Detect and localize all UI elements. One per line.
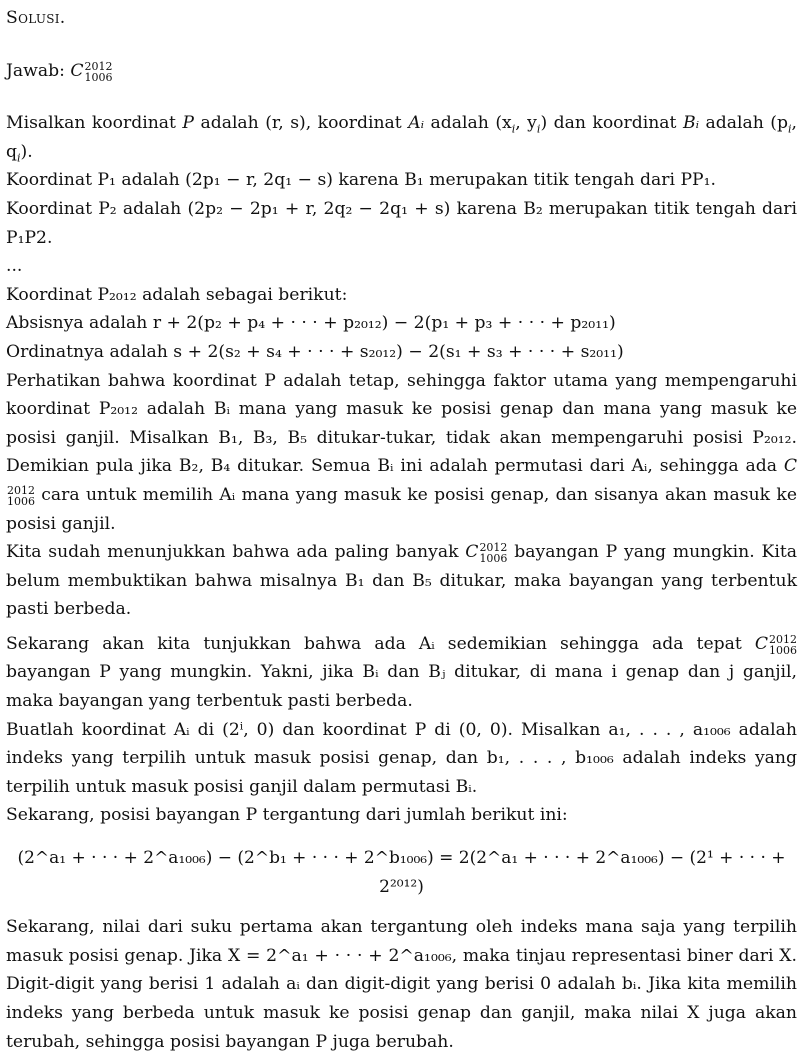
paragraph-ellipsis: ... bbox=[6, 256, 23, 277]
sub-i: i bbox=[536, 122, 541, 136]
binom-top: 2012 bbox=[7, 483, 35, 497]
inline-binom bbox=[479, 542, 507, 564]
binom-bottom: 1006 bbox=[479, 552, 508, 566]
binom-top: 2012 bbox=[769, 632, 797, 646]
text-run: , y bbox=[515, 113, 537, 134]
paragraph-p1: Koordinat P₁ adalah (2p₁ − r, 2q₁ − s) karena B₁ merupakan titik tengah dari PP₁. bbox=[6, 170, 716, 191]
var-ai: Aᵢ bbox=[408, 113, 425, 134]
answer-line bbox=[6, 57, 797, 86]
text-run: bayangan P yang mungkin. Kita belum membuktikan bahwa misalnya B₁ dan B₅ ditukar, maka bayangan yang terbentuk pasti berbeda. bbox=[6, 542, 797, 620]
paragraph-observation bbox=[6, 367, 797, 539]
paragraph-p2012: Koordinat P₂₀₁₂ adalah sebagai berikut: bbox=[6, 284, 348, 305]
sub-i: i bbox=[17, 151, 21, 165]
text-run: Sekarang akan kita tunjukkan bahwa ada Aᵢ sedemikian sehingga ada tepat bbox=[6, 633, 755, 654]
text-run: adalah (x bbox=[424, 113, 512, 134]
paragraph-upper-bound bbox=[6, 538, 797, 624]
binom-top: 2012 bbox=[84, 59, 113, 73]
sub-i: i bbox=[788, 122, 792, 136]
answer-label: Jawab: bbox=[6, 60, 65, 81]
paragraph-p2: Koordinat P₂ adalah (2p₂ − 2p₁ + r, 2q₂ − 2q₁ + s) karena B₂ merupakan titik tengah dari P₁P2. bbox=[6, 198, 797, 248]
display-equation: (2^a₁ + · · · + 2^a₁₀₀₆) − (2^b₁ + · · · + 2^b₁₀₀₆) = 2(2^a₁ + · · · + 2^a₁₀₀₆) − (2¹ + · · · + 2²⁰¹²) bbox=[17, 848, 786, 897]
text-run: , q bbox=[6, 113, 797, 162]
text-run: bayangan P yang mungkin. Yakni, jika Bᵢ dan Bⱼ ditukar, di mana i genap dan j ganjil, maka bayangan yang terbentuk pasti berbeda. bbox=[6, 662, 797, 712]
text-run: Misalkan koordinat bbox=[6, 113, 183, 134]
binom-bottom: 1006 bbox=[7, 494, 35, 508]
text-run: ) dan koordinat bbox=[540, 113, 683, 134]
binom-bottom: 1006 bbox=[769, 643, 797, 657]
binom-c: C bbox=[783, 456, 797, 477]
paragraph-coordinates bbox=[6, 109, 797, 166]
var-p: P bbox=[182, 113, 194, 134]
binom-bottom: 1006 bbox=[84, 70, 113, 84]
inline-binom bbox=[769, 634, 797, 656]
var-bi: Bᵢ bbox=[682, 113, 700, 134]
text-run: adalah (r, s), koordinat bbox=[193, 113, 409, 134]
answer-binom bbox=[85, 61, 113, 83]
text-run: Kita sudah menunjukkan bahwa ada paling banyak bbox=[6, 542, 466, 563]
paragraph-ordinat: Ordinatnya adalah s + 2(s₂ + s₄ + · · · + s₂₀₁₂) − 2(s₁ + s₃ + · · · + s₂₀₁₁) bbox=[6, 341, 624, 362]
paragraph-absis: Absisnya adalah r + 2(p₂ + p₄ + · · · + p₂₀₁₂) − 2(p₁ + p₃ + · · · + p₂₀₁₁) bbox=[6, 313, 616, 334]
sub-i: i bbox=[511, 122, 516, 136]
paragraph-conclusion: Sekarang, nilai dari suku pertama akan tergantung oleh indeks mana saja yang terpilih masuk posisi genap. Jika X = 2^a₁ + · · · + 2^a₁₀₀₆, maka tinjau representasi biner dari X. Digit-digit yang berisi 1 adalah aᵢ dan digit-digit yang berisi 0 adalah bᵢ. Jika kita memilih indeks yang berbeda untuk masuk ke posisi genap dan ganjil, maka nilai X juga akan terubah, sehingga posisi bayangan P juga berubah. bbox=[6, 917, 797, 1052]
section-heading: Solusi. bbox=[6, 8, 66, 28]
binom-c: C bbox=[465, 542, 479, 563]
answer-math: C bbox=[70, 60, 84, 81]
text-run: cara untuk memilih Aᵢ mana yang masuk ke posisi genap, dan sisanya akan masuk ke posisi ganjil. bbox=[6, 484, 797, 534]
inline-binom bbox=[7, 485, 35, 507]
binom-c: C bbox=[754, 633, 768, 654]
text-run: adalah (p bbox=[699, 113, 788, 134]
paragraph-sum-intro: Sekarang, posisi bayangan P tergantung dari jumlah berikut ini: bbox=[6, 805, 568, 826]
paragraph-setup: Buatlah koordinat Aᵢ di (2ⁱ, 0) dan koordinat P di (0, 0). Misalkan a₁, . . . , a₁₀₀₆ adalah indeks yang terpilih untuk masuk posisi genap, dan b₁, . . . , b₁₀₀₆ adalah indeks yang terpilih untuk masuk posisi ganjil dalam permutasi Bᵢ. bbox=[6, 719, 797, 797]
binom-top: 2012 bbox=[479, 541, 508, 555]
paragraph-construction bbox=[6, 630, 797, 716]
text-run: ). bbox=[20, 141, 33, 162]
text-run: Perhatikan bahwa koordinat P adalah tetap, sehingga faktor utama yang mempengaruhi koordinat P₂₀₁₂ adalah Bᵢ mana yang masuk ke posisi genap dan mana yang masuk ke posisi ganjil. Misalkan B₁, B₃, B₅ ditukar-tukar, tidak akan mempengaruhi posisi P₂₀₁₂. Demikian pula jika B₂, B₄ ditukar. Semua Bᵢ ini adalah permutasi dari Aᵢ, sehingga ada bbox=[6, 370, 797, 477]
